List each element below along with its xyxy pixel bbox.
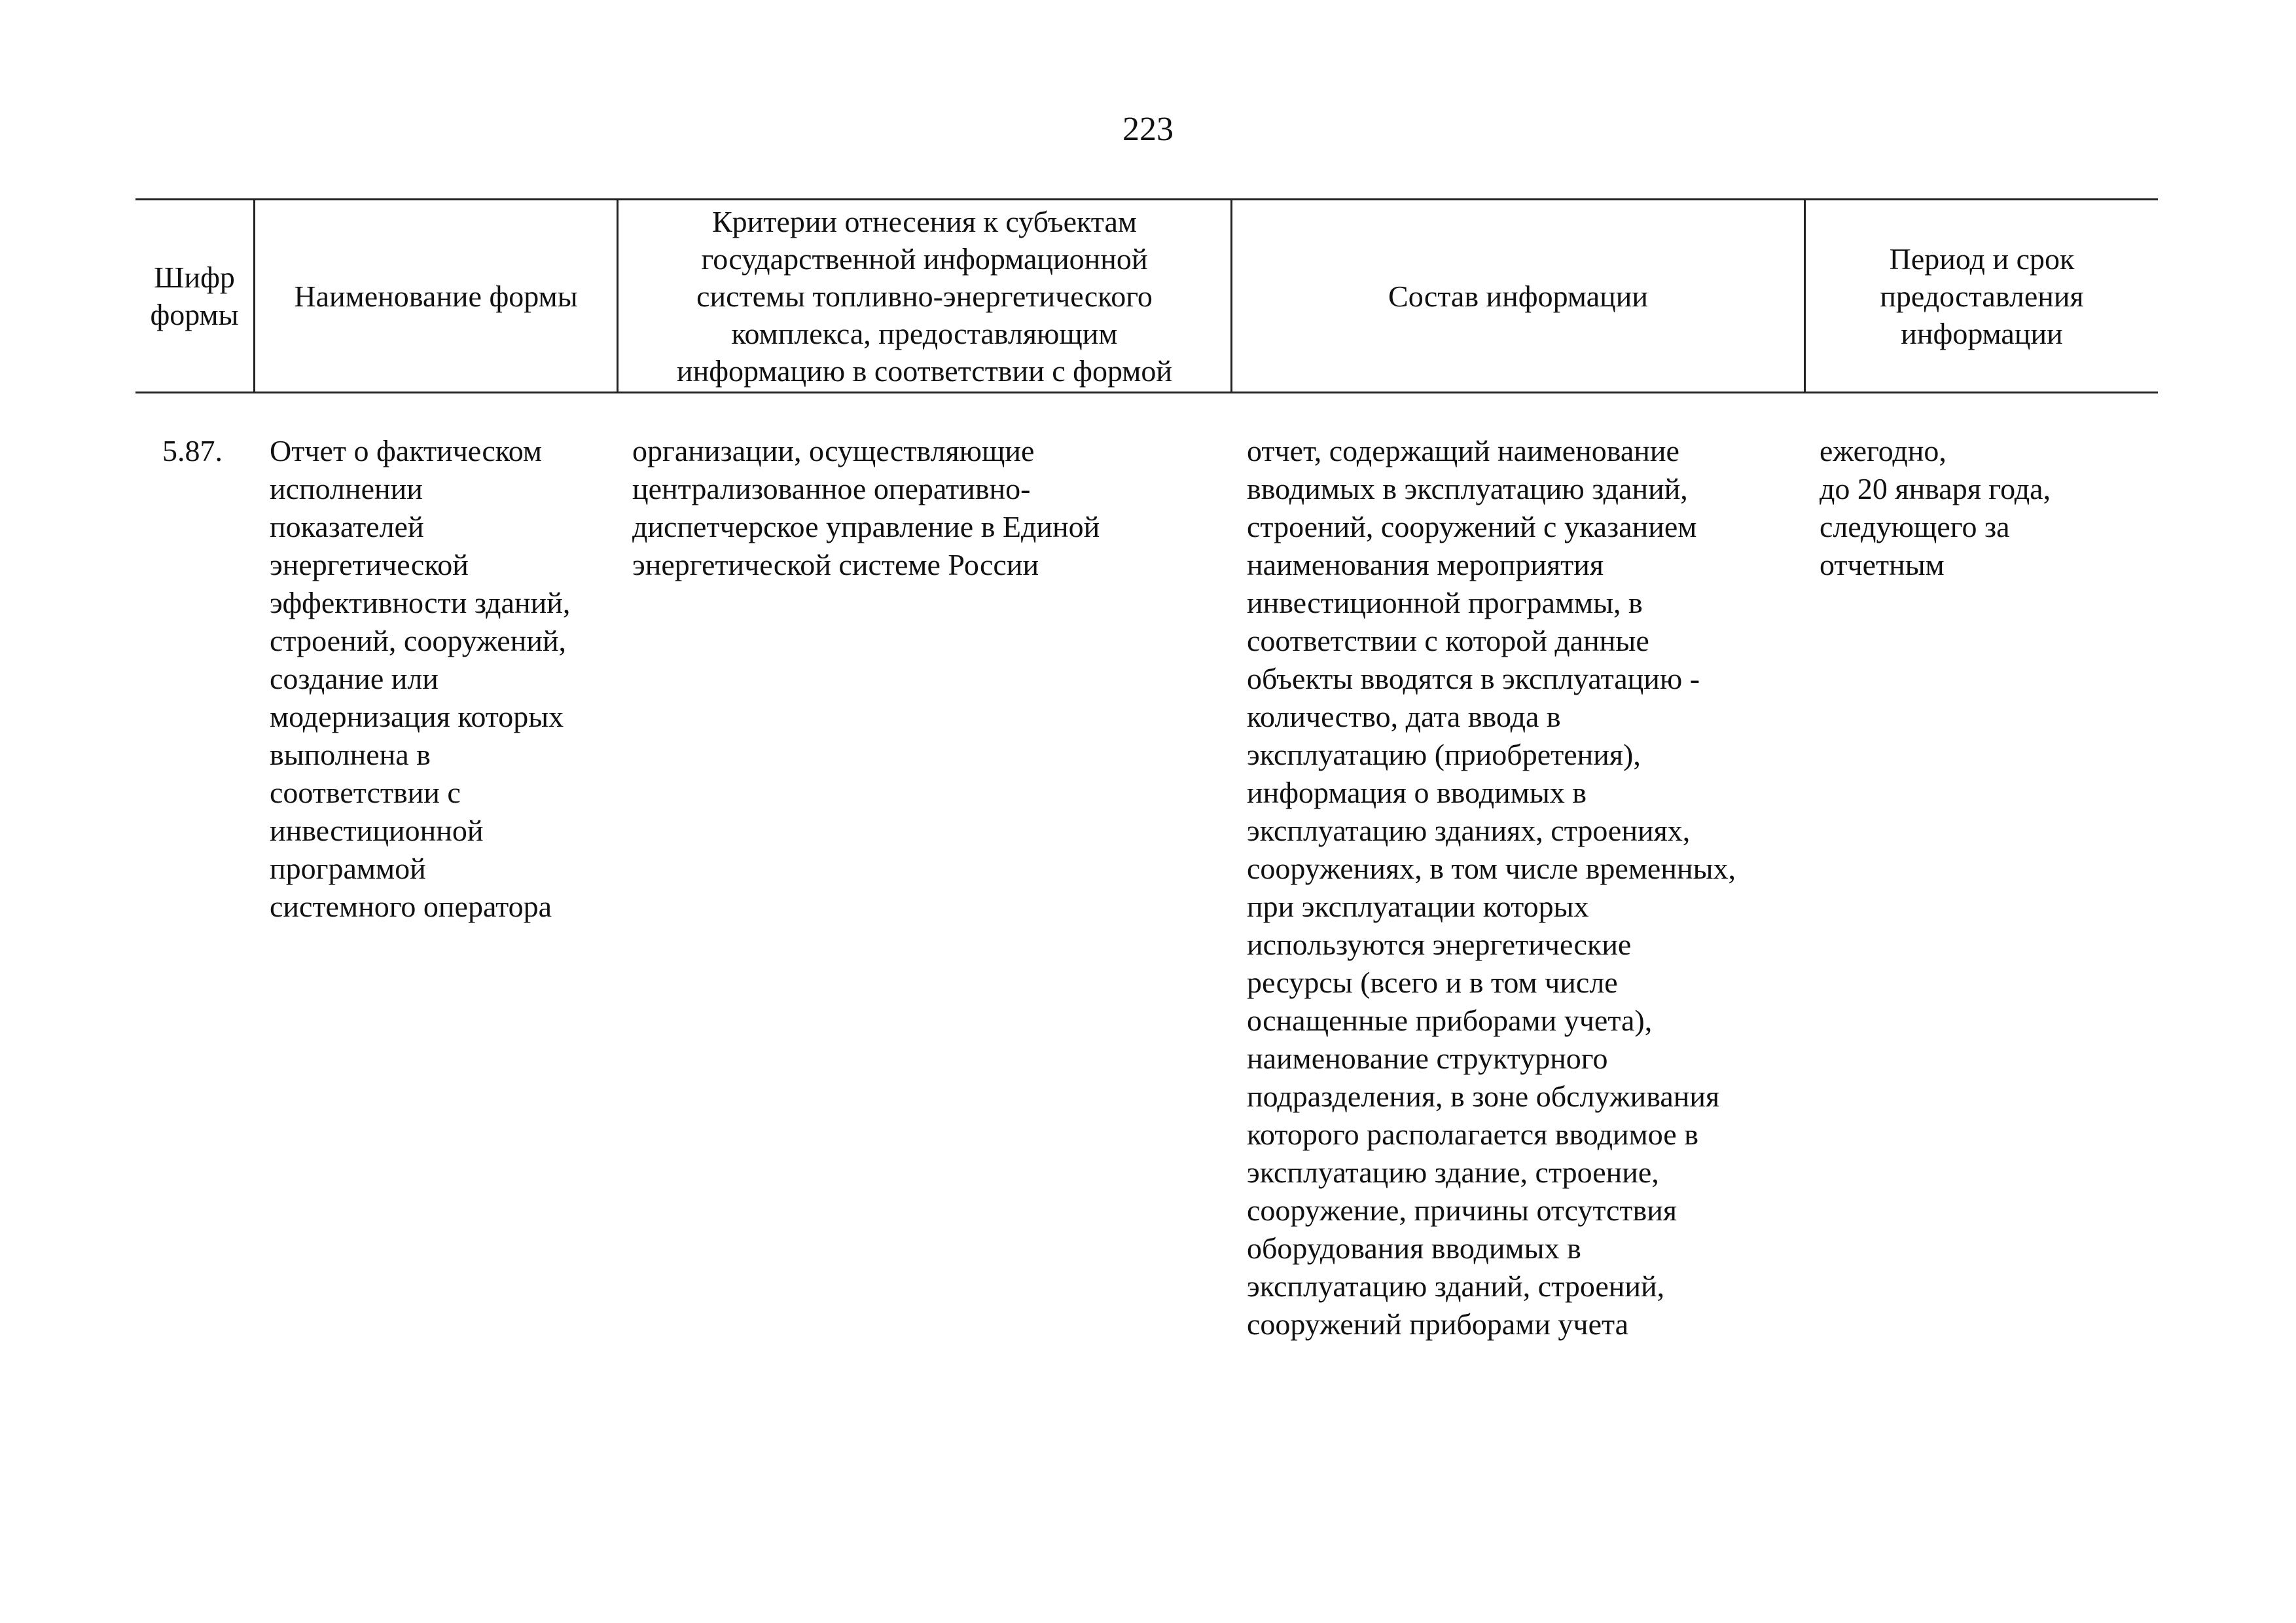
table-header-bottom-rule [135,392,2158,393]
header-criteria: Критерии отнесения к субъектам государственной информационной системы топливно-энергетического комплекса, предоставляющим информацию в соответствии с формой [676,204,1173,388]
header-code-cell [135,200,253,392]
row-period: ежегодно, до 20 января года, следующего за отчетным [1820,434,2051,581]
header-code: Шифр формы [150,261,239,331]
header-content-cell [1232,200,1804,392]
header-name-cell [255,200,617,392]
row-form-name: Отчет о фактическом исполнении показателей энергетической эффективности зданий, строений, сооружений, создание или модернизация которых выполнена в соответствии с инвестиционной программой системного оператора [270,434,571,923]
header-period: Период и срок предоставления информации [1880,242,2084,350]
row-content: отчет, содержащий наименование вводимых в эксплуатацию зданий, строений, сооружений с указанием наименования мероприятия инвестиционной программы, в соответствии с которой данные объекты вводятся в эксплуатацию - количество, дата ввода в эксплуатацию (приобретения), информация о вводимых в эксплуатацию зданиях, строениях, сооружениях, в том числе временных, при эксплуатации которых используются энергетические ресурсы (всего и в том числе оснащенные приборами учета), наименование структурного подразделения, в зоне обслуживания которого располагается вводимое в эксплуатацию здание, строение, сооружение, причины отсутствия оборудования вводимых в эксплуатацию зданий, строений, сооружений приборами учета [1247,434,1736,1341]
page-number: 223 [1122,111,1174,148]
row-criteria: организации, осуществляющие централизованное оперативно- диспетчерское управление в Единой энергетической системе России [632,434,1100,581]
header-period-cell [1806,200,2158,392]
row-code: 5.87. [162,434,223,467]
header-content: Состав информации [1388,279,1648,313]
header-criteria-cell [619,200,1230,392]
header-name: Наименование формы [294,279,578,313]
